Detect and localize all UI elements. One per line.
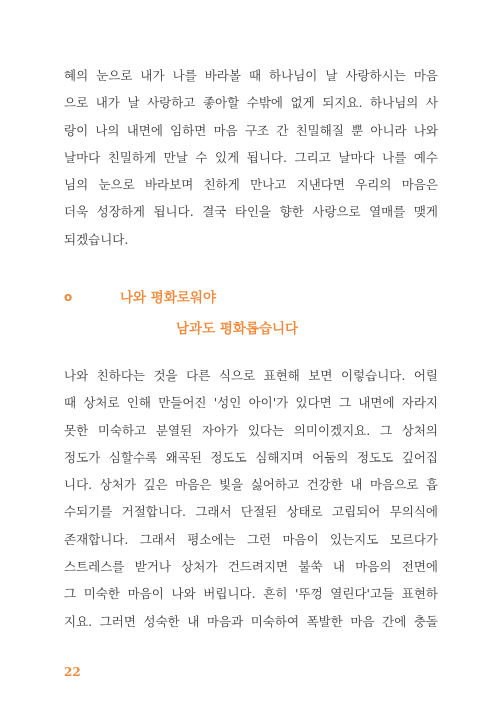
text-line: 수되기를 거절합니다. 그래서 단절된 상태로 고립되어 무의식에 <box>64 504 438 520</box>
text-line: 으로 내가 날 사랑하고 좋아할 수밖에 없게 되지요. 하나님의 사 <box>64 95 438 111</box>
text-line: 날마다 친밀하게 만날 수 있게 됩니다. 그리고 날마다 나를 예수 <box>64 149 438 165</box>
text-line: 지요. 그러면 성숙한 내 마음과 미숙하여 폭발한 마음 간에 충돌 <box>64 613 438 629</box>
text-line: 혜의 눈으로 내가 나를 바라볼 때 하나님이 날 사랑하시는 마음 <box>64 68 438 83</box>
text-line: 정도가 심할수록 왜곡된 정도도 심해지며 어둠의 정도도 깊어집 <box>64 449 438 465</box>
paragraph-1 <box>64 62 438 253</box>
text-line: 못한 미숙하고 분열된 자아가 있다는 의미이겠지요. 그 상처의 <box>64 422 438 438</box>
text-line: 때 상처로 인해 만들어진 '성인 아이'가 있다면 그 내면에 자라지 <box>64 395 438 411</box>
heading-line-1: 나와 평화로워야 <box>120 290 216 306</box>
heading-line-2: 남과도 평화롭습니다 <box>176 321 299 337</box>
text-line: 니다. 상처가 깊은 마음은 빛을 싫어하고 건강한 내 마음으로 흡 <box>64 477 438 493</box>
text-line: 나와 친하다는 것을 다른 식으로 표현해 보면 이렇습니다. 어릴 <box>64 368 438 383</box>
text-line: 님의 눈으로 바라보며 친하게 만나고 지낸다면 우리의 마음은 <box>64 177 438 193</box>
text-line: 더욱 성장하게 됩니다. 결국 타인을 향한 사랑으로 열매를 맺게 <box>64 204 438 220</box>
text-line: 그 미숙한 마음이 나와 버립니다. 흔히 '뚜껑 열린다'고들 표현하 <box>64 586 438 602</box>
text-line: 랑이 나의 내면에 임하면 마음 구조 간 친밀해질 뿐 아니라 나와 <box>64 122 438 138</box>
text-line: 스트레스를 받거나 상처가 건드려지면 불쑥 내 마음의 전면에 <box>64 559 438 575</box>
text-line: 존재합니다. 그래서 평소에는 그런 마음이 있는지도 모르다가 <box>64 531 438 547</box>
page-number: 22 <box>64 665 81 679</box>
heading-bullet: o <box>64 290 73 304</box>
text-line: 되겠습니다. <box>64 231 129 247</box>
paragraph-2 <box>64 362 438 635</box>
